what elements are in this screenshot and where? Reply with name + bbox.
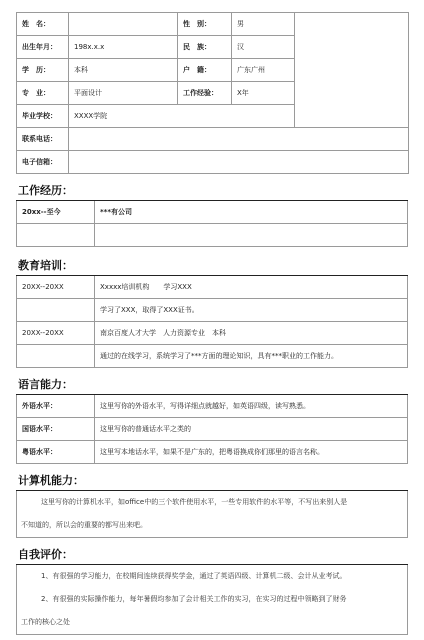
gender-label: 性 别： — [178, 13, 232, 36]
training-date — [17, 345, 95, 368]
self-eval-line: 1、有很强的学习能力，在校期间连续获得奖学金，通过了英语四级、计算机二级、会计从业考试。 — [41, 572, 347, 580]
work-period: 20xx--至今 — [17, 201, 95, 224]
gender-value: 男 — [232, 13, 295, 36]
training-date — [17, 299, 95, 322]
language-text: 这里写你的外语水平，写得详细点就越好，如英语四级，读写熟悉。 — [95, 395, 408, 418]
language-table — [16, 395, 408, 464]
table-row — [17, 345, 408, 368]
work-detail-blank — [17, 224, 95, 247]
school-label: 毕业学校： — [17, 105, 69, 128]
computer-line: 这里写你的计算机水平，如office中的三个软件使用水平，一些专用软件的水平等，不写出来别人是 — [41, 498, 348, 506]
table-row — [17, 128, 409, 151]
hukou-value: 广东广州 — [232, 59, 295, 82]
computer-heading: 计算机能力： — [18, 474, 84, 487]
phone-value — [69, 128, 409, 151]
training-text: 学习了XXX，取得了XXX证书。 — [95, 299, 408, 322]
table-row — [17, 395, 408, 418]
table-row — [17, 299, 408, 322]
table-row — [17, 418, 408, 441]
table-row — [17, 201, 408, 224]
work-company: ***有公司 — [95, 201, 408, 224]
language-label: 外语水平： — [17, 395, 95, 418]
table-row — [17, 322, 408, 345]
major-label: 专 业： — [17, 82, 69, 105]
training-date: 20XX--20XX — [17, 276, 95, 299]
photo-area — [295, 13, 409, 128]
name-label: 姓 名： — [17, 13, 69, 36]
self-eval-line: 2、有很强的实际操作能力，每年暑假均参加了会计相关工作的实习，在实习的过程中领略到了财务 — [41, 595, 347, 603]
language-label: 粤语水平： — [17, 441, 95, 464]
email-label: 电子信箱： — [17, 151, 69, 174]
phone-label: 联系电话： — [17, 128, 69, 151]
language-label: 国语水平： — [17, 418, 95, 441]
birth-label: 出生年月： — [17, 36, 69, 59]
name-value — [69, 13, 178, 36]
training-text: 通过的在线学习，系统学习了***方面的理论知识，具有***职业的工作能力。 — [95, 345, 408, 368]
table-row — [17, 441, 408, 464]
self-eval-heading: 自我评价： — [18, 548, 73, 561]
language-heading: 语言能力： — [18, 378, 73, 391]
language-text: 这里写本地话水平，如果不是广东的，把粤语换成你们那里的语言名称。 — [95, 441, 408, 464]
table-row — [17, 13, 409, 36]
email-value — [69, 151, 409, 174]
computer-line: 不知道的，所以会的重要的都写出来吧。 — [21, 521, 147, 529]
work-detail — [95, 224, 408, 247]
training-date: 20XX--20XX — [17, 322, 95, 345]
self-eval-line: 工作的核心之处 — [21, 618, 70, 626]
ethnicity-label: 民 族： — [178, 36, 232, 59]
self-eval-paragraph — [16, 565, 408, 635]
resume-sheet — [16, 12, 408, 635]
work-experience-table — [16, 201, 408, 247]
education-training-heading: 教育培训： — [18, 259, 73, 272]
training-text: Xxxxx培训机构 学习XXX — [95, 276, 408, 299]
ethnicity-value: 汉 — [232, 36, 295, 59]
training-text: 南京百度人才大学 人力资源专业 本科 — [95, 322, 408, 345]
work-experience-heading: 工作经历： — [18, 184, 73, 197]
school-value: XXXX学院 — [69, 105, 295, 128]
basic-info-table — [16, 12, 409, 174]
education-label: 学 历： — [17, 59, 69, 82]
experience-value: X年 — [232, 82, 295, 105]
language-text: 这里写你的普通话水平之类的 — [95, 418, 408, 441]
birth-value: 198x.x.x — [69, 36, 178, 59]
table-row — [17, 151, 409, 174]
table-row — [17, 276, 408, 299]
experience-label: 工作经验： — [178, 82, 232, 105]
hukou-label: 户 籍： — [178, 59, 232, 82]
education-training-table — [16, 276, 408, 368]
computer-paragraph — [16, 491, 408, 538]
major-value: 平面设计 — [69, 82, 178, 105]
education-value: 本科 — [69, 59, 178, 82]
table-row — [17, 224, 408, 247]
